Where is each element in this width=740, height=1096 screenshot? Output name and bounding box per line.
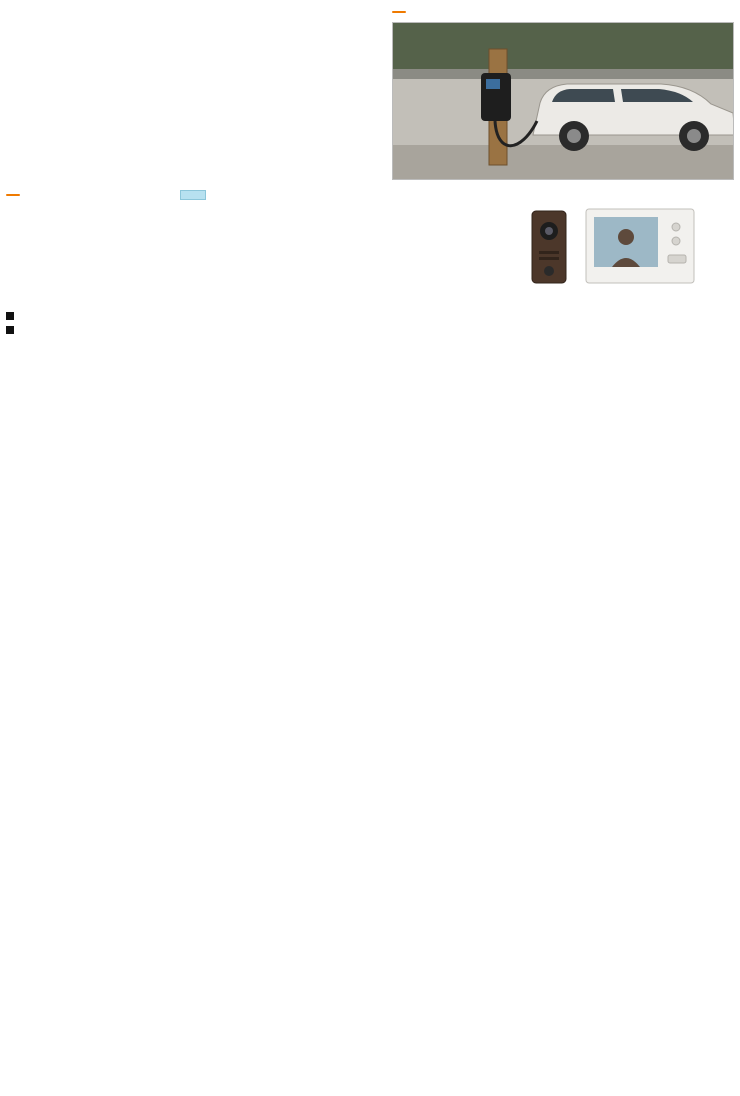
section-bullet-icon (6, 312, 14, 320)
group-label-no-light (6, 312, 734, 320)
option-badge (6, 194, 20, 196)
intercom-photo-block (524, 203, 724, 302)
intercom-body (6, 203, 734, 302)
ev-charger-photo-illustration (393, 23, 734, 180)
intercom-photo-illustration (524, 203, 702, 295)
option-badge (392, 11, 406, 13)
intercom-header (6, 190, 734, 200)
middle-section (6, 11, 734, 180)
option-parts-header (392, 11, 734, 13)
section-bullet-icon (6, 326, 14, 334)
intercom-section (6, 190, 734, 302)
ev-charger-photo (392, 22, 734, 180)
color-code-section (6, 11, 384, 180)
made-to-order-legend (180, 190, 210, 200)
group-label-with-light (6, 326, 734, 334)
dimensions-section (6, 312, 734, 336)
option-parts-section (392, 11, 734, 180)
made-to-order-swatch (180, 190, 206, 200)
